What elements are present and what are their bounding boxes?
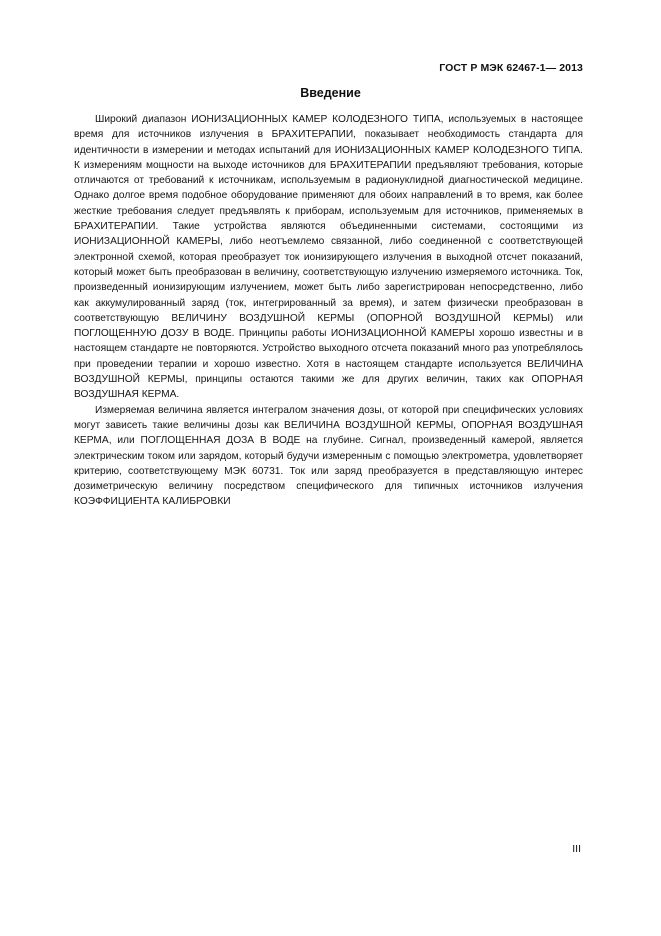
standard-code-header: ГОСТ Р МЭК 62467-1— 2013 <box>439 62 583 74</box>
paragraph-2: Измеряемая величина является интегралом значения дозы, от которой при специфических условиях могут зависеть такие величины дозы как ВЕЛИЧИНА ВОЗДУШНОЙ КЕРМЫ, ОПОРНАЯ ВОЗДУШНАЯ КЕРМА, или ПОГЛОЩЕННАЯ ДОЗА В ВОДЕ на глубине. Сигнал, произведенный камерой, является электрическим током или зарядом, который будучи измеренным с помощью электрометра, удовлетворяет критерию, соответствующему МЭК 60731. Ток или заряд преобразуется в представляющую интерес дозиметрическую величину посредством специфического для типичных источников излучения КОЭФФИЦИЕНТА КАЛИБРОВКИ <box>74 404 583 508</box>
body-text <box>74 112 583 510</box>
section-title: Введение <box>300 86 361 100</box>
paragraph-1: Широкий диапазон ИОНИЗАЦИОННЫХ КАМЕР КОЛОДЕЗНОГО ТИПА, используемых в настоящее время для источников излучения в БРАХИТЕРАПИИ, показывает необходимость стандарта для идентичности в измерении и методах испытаний для ИОНИЗАЦИОННЫХ КАМЕР КОЛОДЕЗНОГО ТИПА. К измерениям мощности на выходе источников для БРАХИТЕРАПИИ предъявляют требования, которые отличаются от требований к источникам, используемым в радионуклидной диагностической медицине. Однако долгое время подобное оборудование применяют для обоих направлений в то время, как более жесткие требования следует предъявлять к приборам, используемым для источников, применяемых в БРАХИТЕРАПИИ. Такие устройства являются объединенными системами, состоящими из ИОНИЗАЦИОННОЙ КАМЕРЫ, либо неотъемлемо связанной, либо соединенной с соответствующей электронной схемой, которая преобразует ток ионизирующего излучения в выходной отсчет показаний, который может быть преобразован в величину, соответствующую излучению измеряемого источника. Ток, произведенный ионизирующим излучением, может быть либо зарегистрирован непосредственно, либо как аккумулированный заряд (ток, интегрированный за время), и затем физически преобразован в соответствующую ВЕЛИЧИНУ ВОЗДУШНОЙ КЕРМЫ (ОПОРНОЙ ВОЗДУШНОЙ КЕРМЫ) или ПОГЛОЩЕННУЮ ДОЗУ В ВОДЕ. Принципы работы ИОНИЗАЦИОННОЙ КАМЕРЫ хорошо известны и в настоящем стандарте не повторяются. Устройство выходного отсчета показаний много раз употреблялось при проведении терапии и хорошо известно. Хотя в настоящем стандарте используется ВЕЛИЧИНА ВОЗДУШНОЙ КЕРМЫ, принципы остаются такими же для других величин, таких как ОПОРНАЯ ВОЗДУШНАЯ КЕРМА. <box>74 114 583 401</box>
page-number: III <box>572 843 581 855</box>
